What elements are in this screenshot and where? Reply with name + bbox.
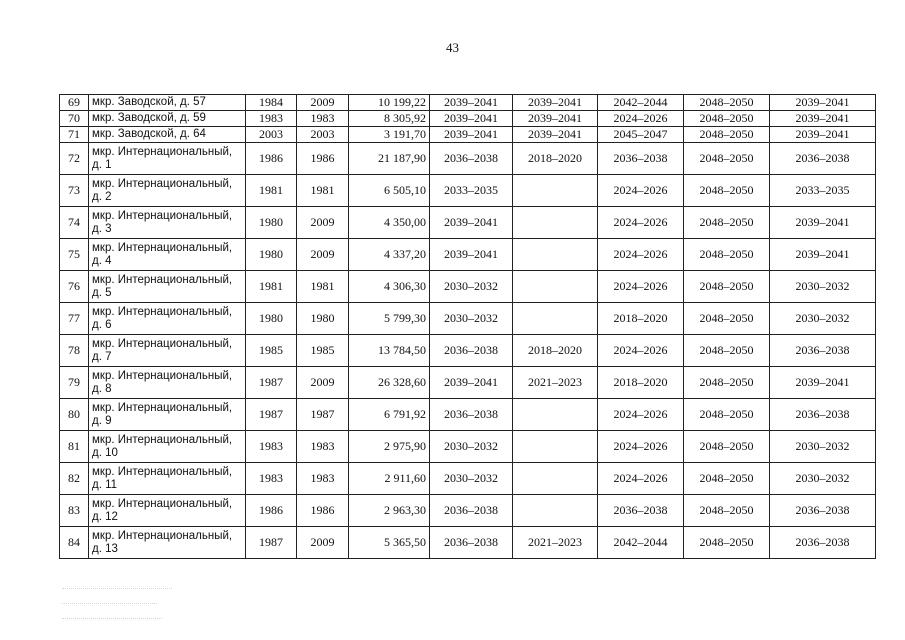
- cell-period-3: 2018–2020: [598, 303, 684, 335]
- cell-period-5: 2033–2035: [770, 175, 876, 207]
- cell-year-built: 1980: [246, 207, 297, 239]
- cell-period-2: [513, 495, 598, 527]
- cell-year-2: 1987: [297, 399, 349, 431]
- cell-year-2: 1983: [297, 463, 349, 495]
- cell-period-4: 2048–2050: [684, 303, 770, 335]
- table-row: [60, 95, 876, 111]
- cell-year-2: 1980: [297, 303, 349, 335]
- cell-period-3: 2042–2044: [598, 527, 684, 559]
- cell-period-4: 2048–2050: [684, 127, 770, 143]
- cell-area: 26 328,60: [349, 367, 430, 399]
- cell-period-1: 2036–2038: [430, 335, 513, 367]
- cell-number: 82: [60, 463, 89, 495]
- cell-period-5: 2039–2041: [770, 95, 876, 111]
- cell-number: 73: [60, 175, 89, 207]
- cell-year-2: 2009: [297, 207, 349, 239]
- cell-area: 4 350,00: [349, 207, 430, 239]
- cell-period-2: [513, 463, 598, 495]
- cell-period-2: 2039–2041: [513, 111, 598, 127]
- cell-period-1: 2030–2032: [430, 303, 513, 335]
- table-row: [60, 271, 876, 303]
- cell-period-2: [513, 399, 598, 431]
- cell-year-2: 2009: [297, 239, 349, 271]
- cell-number: 69: [60, 95, 89, 111]
- table-row: [60, 431, 876, 463]
- cell-period-4: 2048–2050: [684, 431, 770, 463]
- cell-address: мкр. Интернациональный, д. 1: [89, 143, 246, 175]
- cell-period-4: 2048–2050: [684, 527, 770, 559]
- cell-area: 5 365,50: [349, 527, 430, 559]
- cell-period-5: 2036–2038: [770, 527, 876, 559]
- cell-period-4: 2048–2050: [684, 399, 770, 431]
- cell-period-3: 2036–2038: [598, 143, 684, 175]
- cell-number: 70: [60, 111, 89, 127]
- cell-year-built: 1983: [246, 431, 297, 463]
- cell-address: мкр. Интернациональный, д. 13: [89, 527, 246, 559]
- cell-number: 83: [60, 495, 89, 527]
- cell-period-4: 2048–2050: [684, 143, 770, 175]
- cell-year-built: 2003: [246, 127, 297, 143]
- table-body: [60, 95, 876, 559]
- cell-year-2: 1981: [297, 175, 349, 207]
- cell-period-4: 2048–2050: [684, 95, 770, 111]
- cell-period-4: 2048–2050: [684, 367, 770, 399]
- cell-year-2: 1981: [297, 271, 349, 303]
- cell-period-5: 2039–2041: [770, 207, 876, 239]
- cell-area: 13 784,50: [349, 335, 430, 367]
- cell-address: мкр. Интернациональный, д. 4: [89, 239, 246, 271]
- cell-period-2: 2021–2023: [513, 367, 598, 399]
- cell-address: мкр. Интернациональный, д. 7: [89, 335, 246, 367]
- cell-year-built: 1986: [246, 495, 297, 527]
- cell-period-3: 2018–2020: [598, 367, 684, 399]
- cell-year-2: 2009: [297, 367, 349, 399]
- cell-period-1: 2033–2035: [430, 175, 513, 207]
- cell-period-5: 2039–2041: [770, 367, 876, 399]
- table-row: [60, 111, 876, 127]
- cell-year-2: 1986: [297, 143, 349, 175]
- cell-period-1: 2030–2032: [430, 463, 513, 495]
- cell-period-1: 2036–2038: [430, 143, 513, 175]
- cell-area: 6 505,10: [349, 175, 430, 207]
- cell-address: мкр. Интернациональный, д. 5: [89, 271, 246, 303]
- cell-address: мкр. Интернациональный, д. 8: [89, 367, 246, 399]
- cell-period-3: 2024–2026: [598, 335, 684, 367]
- cell-period-3: 2024–2026: [598, 175, 684, 207]
- cell-period-2: 2039–2041: [513, 127, 598, 143]
- cell-period-3: 2042–2044: [598, 95, 684, 111]
- cell-period-1: 2030–2032: [430, 271, 513, 303]
- page-number: 43: [446, 40, 459, 55]
- cell-area: 10 199,22: [349, 95, 430, 111]
- cell-area: 2 911,60: [349, 463, 430, 495]
- cell-year-2: 2009: [297, 95, 349, 111]
- cell-period-2: 2021–2023: [513, 527, 598, 559]
- cell-address: мкр. Заводской, д. 64: [89, 127, 246, 143]
- cell-year-2: 1983: [297, 111, 349, 127]
- cell-period-2: [513, 431, 598, 463]
- cell-area: 4 306,30: [349, 271, 430, 303]
- cell-period-5: 2030–2032: [770, 431, 876, 463]
- cell-address: мкр. Заводской, д. 59: [89, 111, 246, 127]
- cell-year-built: 1981: [246, 271, 297, 303]
- housing-register-table: [59, 94, 876, 559]
- cell-period-5: 2030–2032: [770, 303, 876, 335]
- table-row: [60, 207, 876, 239]
- cell-period-2: [513, 175, 598, 207]
- cell-period-5: 2030–2032: [770, 271, 876, 303]
- cell-period-3: 2045–2047: [598, 127, 684, 143]
- cell-period-5: 2036–2038: [770, 495, 876, 527]
- cell-year-built: 1980: [246, 239, 297, 271]
- cell-year-built: 1986: [246, 143, 297, 175]
- cell-period-1: 2030–2032: [430, 431, 513, 463]
- cell-year-2: 2009: [297, 527, 349, 559]
- cell-address: мкр. Интернациональный, д. 6: [89, 303, 246, 335]
- cell-period-5: 2039–2041: [770, 111, 876, 127]
- cell-period-5: 2036–2038: [770, 143, 876, 175]
- cell-address: мкр. Интернациональный, д. 10: [89, 431, 246, 463]
- cell-period-5: 2039–2041: [770, 127, 876, 143]
- cell-period-3: 2036–2038: [598, 495, 684, 527]
- cell-year-built: 1981: [246, 175, 297, 207]
- cell-period-5: 2039–2041: [770, 239, 876, 271]
- cell-number: 76: [60, 271, 89, 303]
- cell-period-4: 2048–2050: [684, 271, 770, 303]
- cell-period-3: 2024–2026: [598, 431, 684, 463]
- cell-period-4: 2048–2050: [684, 207, 770, 239]
- cell-year-built: 1985: [246, 335, 297, 367]
- cell-period-1: 2039–2041: [430, 95, 513, 111]
- table-row: [60, 367, 876, 399]
- cell-area: 3 191,70: [349, 127, 430, 143]
- cell-area: 5 799,30: [349, 303, 430, 335]
- cell-number: 78: [60, 335, 89, 367]
- table-row: [60, 175, 876, 207]
- cell-period-2: 2018–2020: [513, 143, 598, 175]
- cell-number: 74: [60, 207, 89, 239]
- cell-period-1: 2039–2041: [430, 239, 513, 271]
- cell-period-1: 2036–2038: [430, 399, 513, 431]
- cell-period-5: 2036–2038: [770, 335, 876, 367]
- cell-period-2: 2018–2020: [513, 335, 598, 367]
- cell-year-2: 2003: [297, 127, 349, 143]
- cell-period-1: 2039–2041: [430, 207, 513, 239]
- cell-period-2: [513, 271, 598, 303]
- cell-area: 2 963,30: [349, 495, 430, 527]
- cell-area: 21 187,90: [349, 143, 430, 175]
- cell-year-built: 1987: [246, 527, 297, 559]
- scan-artifact: [62, 603, 157, 610]
- cell-number: 71: [60, 127, 89, 143]
- cell-period-5: 2036–2038: [770, 399, 876, 431]
- cell-period-3: 2024–2026: [598, 271, 684, 303]
- cell-year-built: 1983: [246, 463, 297, 495]
- cell-period-1: 2039–2041: [430, 127, 513, 143]
- cell-number: 80: [60, 399, 89, 431]
- cell-address: мкр. Интернациональный, д. 11: [89, 463, 246, 495]
- scan-artifact: [62, 588, 172, 595]
- cell-year-built: 1987: [246, 399, 297, 431]
- cell-area: 2 975,90: [349, 431, 430, 463]
- cell-period-4: 2048–2050: [684, 335, 770, 367]
- cell-year-built: 1980: [246, 303, 297, 335]
- cell-number: 77: [60, 303, 89, 335]
- cell-year-built: 1984: [246, 95, 297, 111]
- cell-period-1: 2036–2038: [430, 527, 513, 559]
- table-row: [60, 495, 876, 527]
- table-row: [60, 143, 876, 175]
- table-row: [60, 527, 876, 559]
- cell-number: 79: [60, 367, 89, 399]
- cell-period-2: 2039–2041: [513, 95, 598, 111]
- table-row: [60, 127, 876, 143]
- cell-period-4: 2048–2050: [684, 111, 770, 127]
- cell-period-3: 2024–2026: [598, 207, 684, 239]
- table-row: [60, 303, 876, 335]
- cell-period-2: [513, 207, 598, 239]
- cell-period-4: 2048–2050: [684, 175, 770, 207]
- cell-address: мкр. Интернациональный, д. 12: [89, 495, 246, 527]
- cell-year-2: 1985: [297, 335, 349, 367]
- cell-year-2: 1983: [297, 431, 349, 463]
- cell-address: мкр. Заводской, д. 57: [89, 95, 246, 111]
- cell-period-4: 2048–2050: [684, 239, 770, 271]
- cell-address: мкр. Интернациональный, д. 2: [89, 175, 246, 207]
- cell-area: 6 791,92: [349, 399, 430, 431]
- cell-number: 75: [60, 239, 89, 271]
- cell-year-built: 1983: [246, 111, 297, 127]
- cell-area: 4 337,20: [349, 239, 430, 271]
- table-row: [60, 399, 876, 431]
- cell-number: 81: [60, 431, 89, 463]
- table-row: [60, 463, 876, 495]
- cell-area: 8 305,92: [349, 111, 430, 127]
- cell-period-2: [513, 303, 598, 335]
- cell-period-4: 2048–2050: [684, 463, 770, 495]
- cell-number: 84: [60, 527, 89, 559]
- cell-year-2: 1986: [297, 495, 349, 527]
- cell-period-2: [513, 239, 598, 271]
- cell-period-5: 2030–2032: [770, 463, 876, 495]
- cell-period-1: 2036–2038: [430, 495, 513, 527]
- cell-period-3: 2024–2026: [598, 463, 684, 495]
- cell-number: 72: [60, 143, 89, 175]
- cell-period-1: 2039–2041: [430, 111, 513, 127]
- cell-address: мкр. Интернациональный, д. 3: [89, 207, 246, 239]
- cell-address: мкр. Интернациональный, д. 9: [89, 399, 246, 431]
- scan-artifact: [62, 618, 162, 625]
- cell-period-1: 2039–2041: [430, 367, 513, 399]
- table-row: [60, 239, 876, 271]
- cell-period-3: 2024–2026: [598, 239, 684, 271]
- cell-period-3: 2024–2026: [598, 111, 684, 127]
- cell-period-4: 2048–2050: [684, 495, 770, 527]
- cell-period-3: 2024–2026: [598, 399, 684, 431]
- table-row: [60, 335, 876, 367]
- cell-year-built: 1987: [246, 367, 297, 399]
